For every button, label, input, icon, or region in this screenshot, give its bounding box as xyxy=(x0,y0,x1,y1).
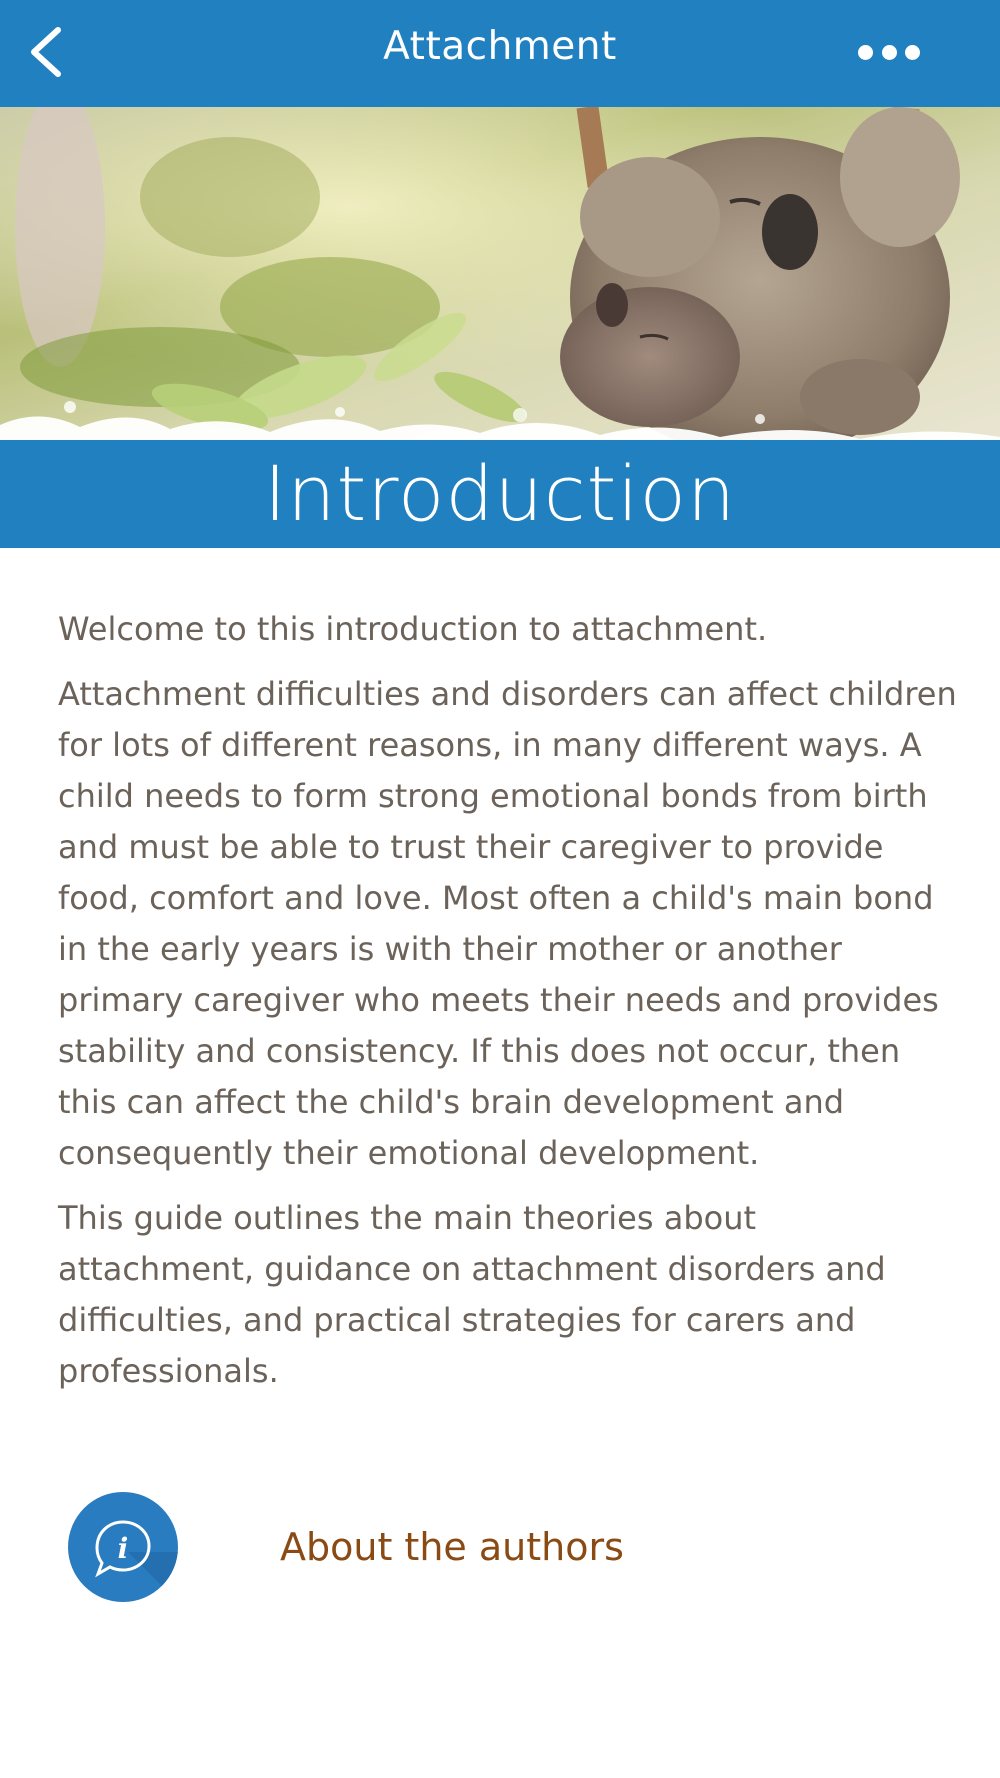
intro-content xyxy=(58,604,958,1411)
more-horizontal-icon[interactable] xyxy=(858,30,920,74)
intro-paragraph: Welcome to this introduction to attachment. xyxy=(58,610,768,648)
section-header-band xyxy=(0,440,1000,548)
about-the-authors-link[interactable] xyxy=(68,1492,624,1602)
koala-photo-illustration xyxy=(0,107,1000,440)
hero-koala-photo xyxy=(0,107,1000,440)
svg-text:i: i xyxy=(117,1532,129,1565)
more-dot xyxy=(905,45,920,60)
info-speech-bubble-icon xyxy=(68,1492,178,1602)
more-dot xyxy=(858,45,873,60)
more-dot xyxy=(882,45,897,60)
nav-title: Attachment xyxy=(383,24,617,69)
section-title: Introduction xyxy=(263,449,737,538)
top-nav-bar xyxy=(0,0,1000,107)
about-the-authors-label: About the authors xyxy=(280,1525,624,1569)
intro-paragraph: This guide outlines the main theories about attachment, guidance on attachment disorders and difficulties, and practical strategies for carers and professionals. xyxy=(58,1199,886,1390)
intro-paragraph: Attachment difficulties and disorders can affect children for lots of different reasons, in many different ways. A child needs to form strong emotional bonds from birth and must be able to trust their caregiver to provide food, comfort and love. Most often a child's main bond in the early years is with their mother or another primary caregiver who meets their needs and provides stability and consistency. If this does not occur, then this can affect the child's brain development and consequently their emotional development. xyxy=(58,675,957,1172)
